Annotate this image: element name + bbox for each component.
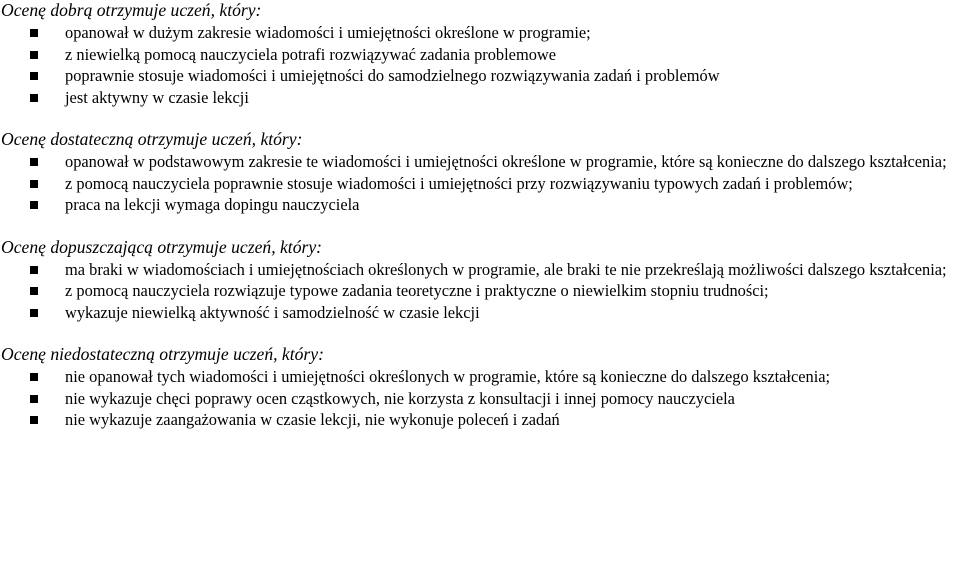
square-bullet-icon <box>30 201 38 209</box>
list-item-text: ma braki w wiadomościach i umiejętnościach określonych w programie, ale braki te nie przekreślają możliwości dalszego kształcenia; <box>65 259 947 279</box>
list-item-text: wykazuje niewielką aktywność i samodzielność w czasie lekcji <box>65 302 480 322</box>
list-item-text: poprawnie stosuje wiadomości i umiejętności do samodzielnego rozwiązywania zadań i problemów <box>65 66 720 85</box>
square-bullet-icon <box>30 373 38 381</box>
criteria-list <box>0 22 960 108</box>
list-item-text: jest aktywny w czasie lekcji <box>65 87 249 107</box>
square-bullet-icon <box>30 266 38 274</box>
square-bullet-icon <box>30 158 38 166</box>
square-bullet-icon <box>30 395 38 403</box>
grade-section-sufficient <box>0 129 960 216</box>
list-item <box>0 388 960 410</box>
list-item-text: nie wykazuje zaangażowania w czasie lekcji, nie wykonuje poleceń i zadań <box>65 410 560 429</box>
list-item <box>0 87 960 109</box>
square-bullet-icon <box>30 72 38 80</box>
section-heading: Ocenę dostateczną otrzymuje uczeń, który: <box>1 129 303 149</box>
criteria-list <box>0 366 960 431</box>
list-item-text: nie wykazuje chęci poprawy ocen cząstkowych, nie korzysta z konsultacji i innej pomocy nauczyciela <box>65 388 735 408</box>
criteria-list <box>0 151 960 216</box>
list-item <box>0 302 960 324</box>
list-item <box>0 173 960 195</box>
square-bullet-icon <box>30 416 38 424</box>
list-item <box>0 259 960 281</box>
list-item-text: z niewielką pomocą nauczyciela potrafi rozwiązywać zadania problemowe <box>65 44 557 64</box>
list-item-text: nie opanował tych wiadomości i umiejętności określonych w programie, które są konieczne do dalszego kształcenia; <box>65 367 831 386</box>
criteria-list <box>0 259 960 324</box>
list-item-text: z pomocą nauczyciela poprawnie stosuje wiadomości i umiejętności przy rozwiązywaniu typowych zadań i problemów; <box>65 173 853 193</box>
list-item-text: opanował w dużym zakresie wiadomości i umiejętności określone w programie; <box>65 23 591 42</box>
section-heading: Ocenę dobrą otrzymuje uczeń, który: <box>1 0 262 20</box>
square-bullet-icon <box>30 287 38 295</box>
section-heading: Ocenę dopuszczającą otrzymuje uczeń, który: <box>1 236 323 257</box>
square-bullet-icon <box>30 29 38 37</box>
list-item-text: opanował w podstawowym zakresie te wiadomości i umiejętności określone w programie, które są konieczne do dalszego kształcenia; <box>65 152 947 171</box>
list-item <box>0 409 960 431</box>
grade-section-good <box>0 0 960 108</box>
list-item <box>0 65 960 87</box>
list-item <box>0 44 960 66</box>
square-bullet-icon <box>30 51 38 59</box>
list-item-text: praca na lekcji wymaga dopingu nauczyciela <box>65 195 360 214</box>
list-item <box>0 366 960 388</box>
grade-section-passing <box>0 237 960 324</box>
grade-section-failing <box>0 344 960 431</box>
square-bullet-icon <box>30 309 38 317</box>
section-heading: Ocenę niedostateczną otrzymuje uczeń, który: <box>1 344 324 364</box>
list-item <box>0 22 960 44</box>
list-item <box>0 280 960 302</box>
square-bullet-icon <box>30 94 38 102</box>
list-item <box>0 151 960 173</box>
list-item-text: z pomocą nauczyciela rozwiązuje typowe zadania teoretyczne i praktyczne o niewielkim stopniu trudności; <box>65 281 769 300</box>
list-item <box>0 194 960 216</box>
square-bullet-icon <box>30 180 38 188</box>
